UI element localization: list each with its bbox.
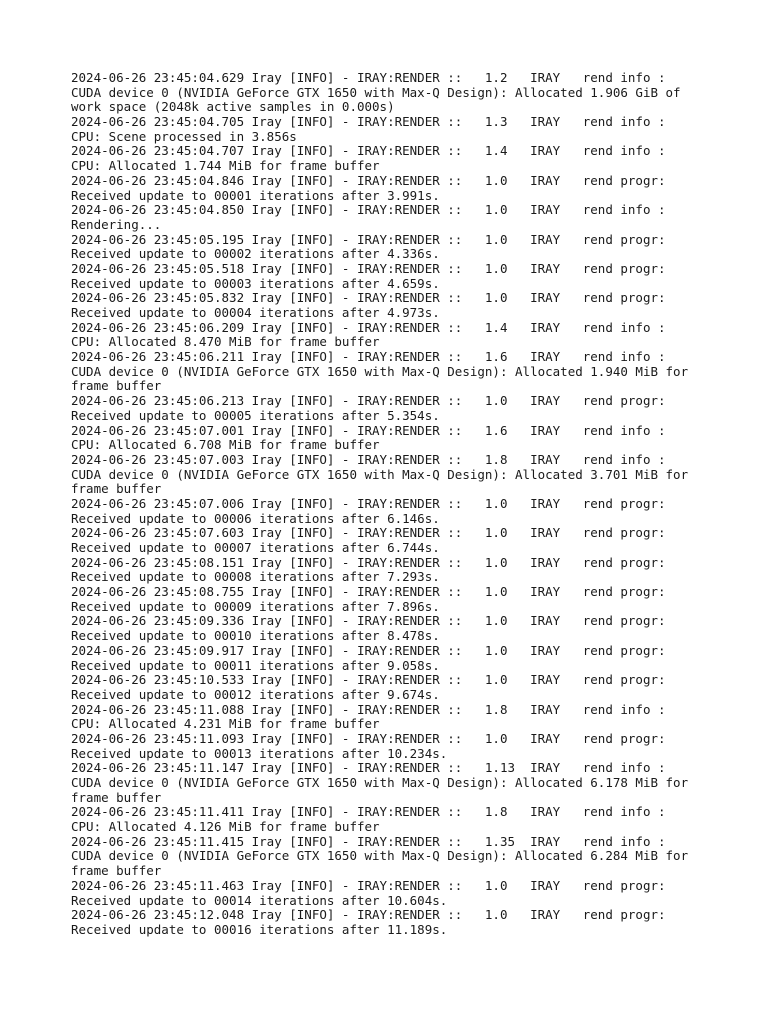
log-line: CPU: Allocated 4.126 MiB for frame buffer [71,819,380,835]
log-line: 2024-06-26 23:45:06.211 Iray [INFO] - IRAY:RENDER :: 1.6 IRAY rend info : [71,349,666,365]
log-line: 2024-06-26 23:45:07.003 Iray [INFO] - IRAY:RENDER :: 1.8 IRAY rend info : [71,451,666,467]
log-line: CUDA device 0 (NVIDIA GeForce GTX 1650 with Max-Q Design): Allocated 6.178 MiB for [71,775,689,790]
log-line: Received update to 00010 iterations after 8.478s. [71,628,440,644]
log-line: Received update to 00006 iterations after 6.146s. [71,510,440,526]
log-line: 2024-06-26 23:45:11.415 Iray [INFO] - IRAY:RENDER :: 1.35 IRAY rend info : [71,833,666,849]
log-line: frame buffer [71,863,162,879]
log-line: 2024-06-26 23:45:06.209 Iray [INFO] - IRAY:RENDER :: 1.4 IRAY rend info : [71,319,666,335]
log-line: 2024-06-26 23:45:12.048 Iray [INFO] - IRAY:RENDER :: 1.0 IRAY rend progr: [71,907,666,923]
log-line: CUDA device 0 (NVIDIA GeForce GTX 1650 with Max-Q Design): Allocated 3.701 MiB for [71,466,689,482]
log-line: 2024-06-26 23:45:08.755 Iray [INFO] - IRAY:RENDER :: 1.0 IRAY rend progr: [71,584,666,600]
log-line: CPU: Scene processed in 3.856s [71,128,297,144]
log-line: CPU: Allocated 8.470 MiB for frame buffer [71,334,380,350]
log-line: 2024-06-26 23:45:07.001 Iray [INFO] - IRAY:RENDER :: 1.6 IRAY rend info : [71,422,666,438]
log-line: work space (2048k active samples in 0.000s) [71,99,395,115]
log-line: 2024-06-26 23:45:07.006 Iray [INFO] - IRAY:RENDER :: 1.0 IRAY rend progr: [71,495,666,511]
log-line: 2024-06-26 23:45:09.917 Iray [INFO] - IRAY:RENDER :: 1.0 IRAY rend progr: [71,642,666,658]
log-document [71,71,711,938]
log-line: 2024-06-26 23:45:09.336 Iray [INFO] - IRAY:RENDER :: 1.0 IRAY rend progr: [71,613,666,629]
log-line: Received update to 00016 iterations after 11.189s. [71,921,448,937]
log-line: Received update to 00013 iterations after 10.234s. [71,745,448,761]
log-line: Received update to 00005 iterations after 5.354s. [71,407,440,423]
log-line: Received update to 00008 iterations after 7.293s. [71,569,440,585]
log-line: 2024-06-26 23:45:11.093 Iray [INFO] - IRAY:RENDER :: 1.0 IRAY rend progr: [71,730,666,746]
log-line: CPU: Allocated 6.708 MiB for frame buffer [71,437,380,453]
log-line: frame buffer [71,789,162,805]
log-line: Received update to 00014 iterations after 10.604s. [71,892,448,908]
log-line: 2024-06-26 23:45:04.629 Iray [INFO] - IRAY:RENDER :: 1.2 IRAY rend info : [71,70,666,85]
log-line: 2024-06-26 23:45:05.195 Iray [INFO] - IRAY:RENDER :: 1.0 IRAY rend progr: [71,231,666,247]
log-line: 2024-06-26 23:45:06.213 Iray [INFO] - IRAY:RENDER :: 1.0 IRAY rend progr: [71,393,666,409]
log-line: Received update to 00002 iterations after 4.336s. [71,246,440,262]
log-line: 2024-06-26 23:45:04.707 Iray [INFO] - IRAY:RENDER :: 1.4 IRAY rend info : [71,143,666,159]
log-line: CUDA device 0 (NVIDIA GeForce GTX 1650 with Max-Q Design): Allocated 6.284 MiB for [71,848,689,864]
log-line: 2024-06-26 23:45:04.850 Iray [INFO] - IRAY:RENDER :: 1.0 IRAY rend info : [71,202,666,218]
log-line: 2024-06-26 23:45:11.088 Iray [INFO] - IRAY:RENDER :: 1.8 IRAY rend info : [71,701,666,717]
log-line: 2024-06-26 23:45:08.151 Iray [INFO] - IRAY:RENDER :: 1.0 IRAY rend progr: [71,554,666,570]
log-line: frame buffer [71,481,162,497]
log-line: Received update to 00009 iterations after 7.896s. [71,598,440,614]
log-line: 2024-06-26 23:45:11.411 Iray [INFO] - IRAY:RENDER :: 1.8 IRAY rend info : [71,804,666,820]
log-line: CUDA device 0 (NVIDIA GeForce GTX 1650 with Max-Q Design): Allocated 1.940 MiB for [71,363,689,379]
log-line: 2024-06-26 23:45:05.832 Iray [INFO] - IRAY:RENDER :: 1.0 IRAY rend progr: [71,290,666,306]
log-line: 2024-06-26 23:45:04.846 Iray [INFO] - IRAY:RENDER :: 1.0 IRAY rend progr: [71,172,666,188]
log-line: 2024-06-26 23:45:10.533 Iray [INFO] - IRAY:RENDER :: 1.0 IRAY rend progr: [71,672,666,688]
log-line: Received update to 00011 iterations after 9.058s. [71,657,440,673]
log-line: CPU: Allocated 1.744 MiB for frame buffer [71,158,380,174]
log-line: Received update to 00001 iterations after 3.991s. [71,187,440,203]
log-line: CUDA device 0 (NVIDIA GeForce GTX 1650 with Max-Q Design): Allocated 1.906 GiB of [71,84,681,100]
log-line: 2024-06-26 23:45:04.705 Iray [INFO] - IRAY:RENDER :: 1.3 IRAY rend info : [71,114,666,130]
log-line: CPU: Allocated 4.231 MiB for frame buffer [71,716,380,732]
log-line: 2024-06-26 23:45:07.603 Iray [INFO] - IRAY:RENDER :: 1.0 IRAY rend progr: [71,525,666,541]
log-line: Received update to 00003 iterations after 4.659s. [71,275,440,291]
log-line: frame buffer [71,378,162,394]
log-line: Rendering... [71,216,162,232]
log-line: 2024-06-26 23:45:05.518 Iray [INFO] - IRAY:RENDER :: 1.0 IRAY rend progr: [71,260,666,276]
log-line: Received update to 00004 iterations after 4.973s. [71,305,440,320]
log-line: Received update to 00012 iterations after 9.674s. [71,686,440,702]
log-line: 2024-06-26 23:45:11.463 Iray [INFO] - IRAY:RENDER :: 1.0 IRAY rend progr: [71,877,666,893]
log-line: Received update to 00007 iterations after 6.744s. [71,540,440,555]
log-line: 2024-06-26 23:45:11.147 Iray [INFO] - IRAY:RENDER :: 1.13 IRAY rend info : [71,760,666,776]
